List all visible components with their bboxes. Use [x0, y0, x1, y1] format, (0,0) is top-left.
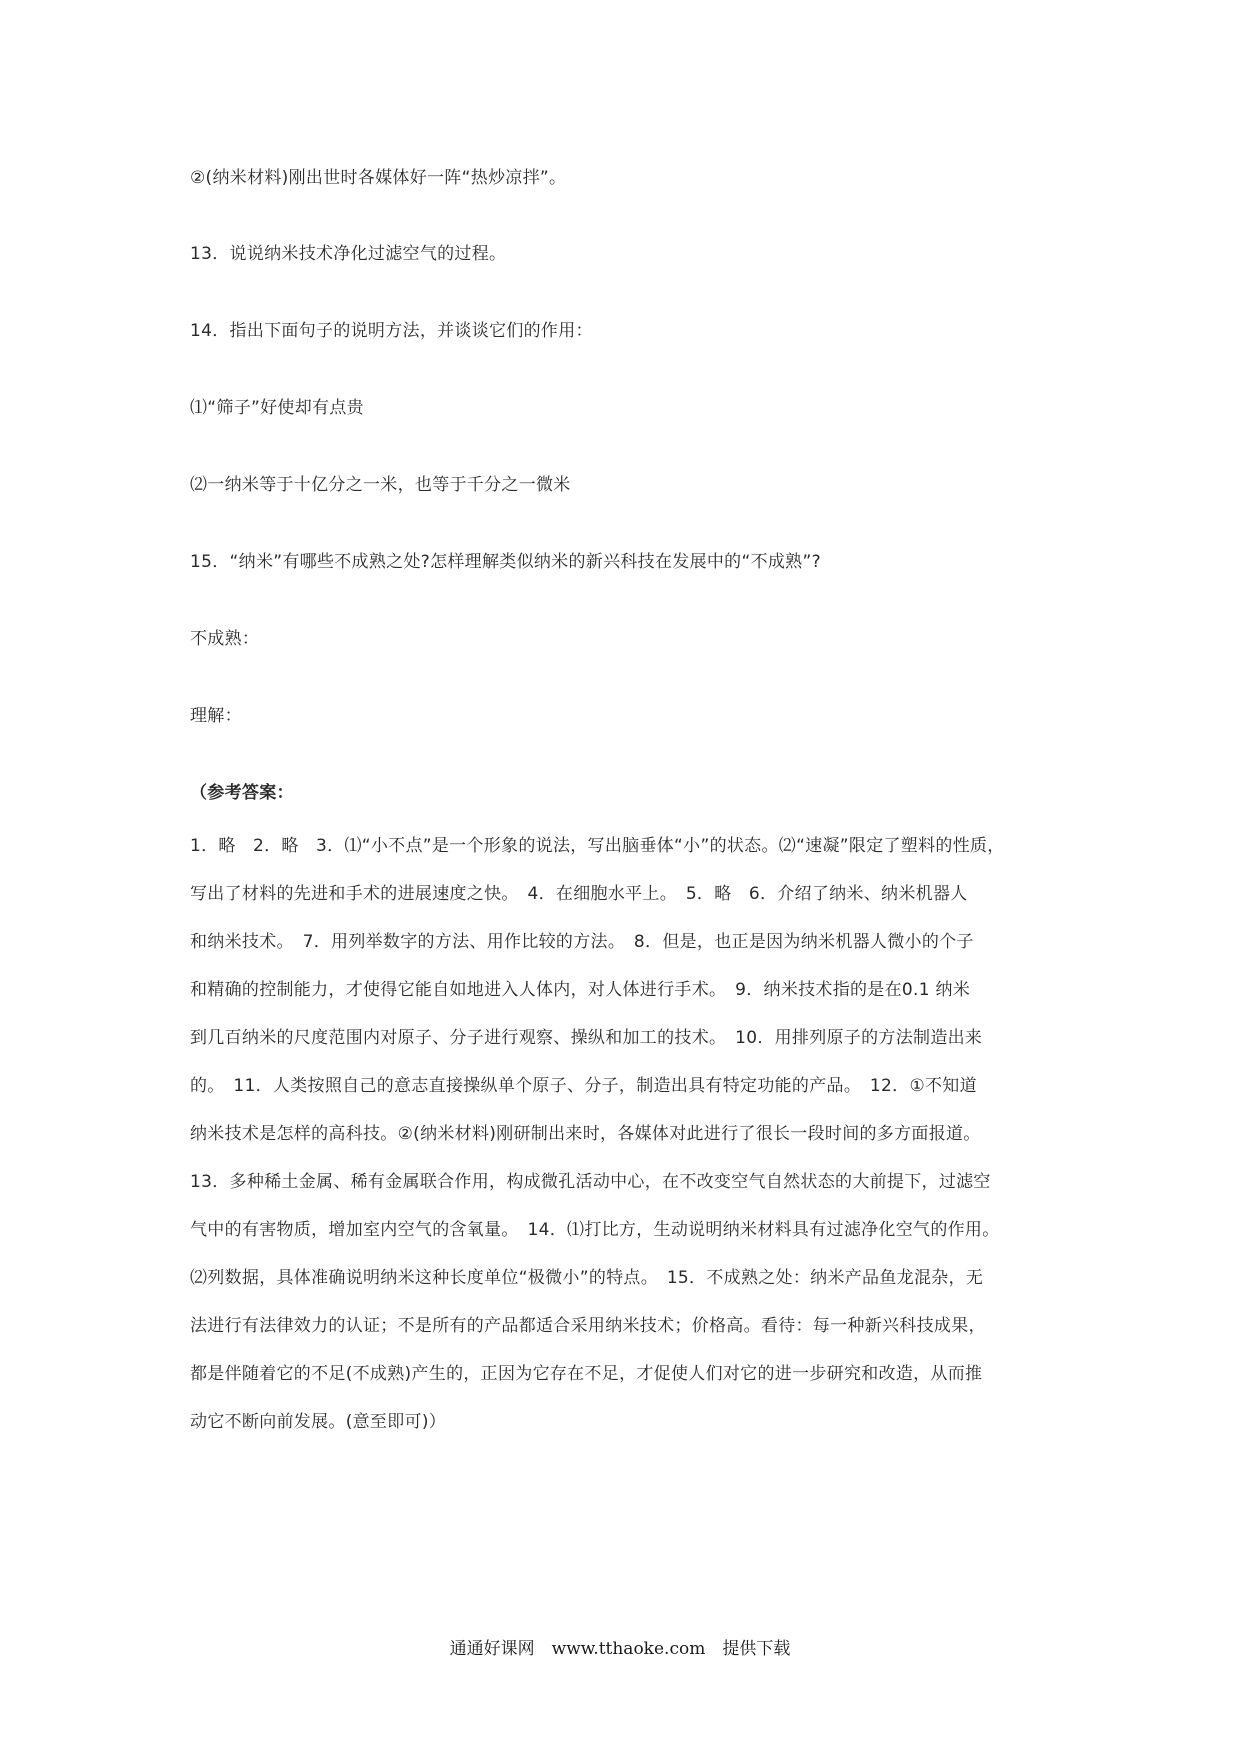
answer-line: 法进行有法律效力的认证；不是所有的产品都适合采用纳米技术；价格高。看待：每一种新兴科技成果，	[190, 1316, 986, 1336]
answer-line: 到几百纳米的尺度范围内对原子、分子进行观察、操纵和加工的技术。 10．用排列原子的方法制造出来	[190, 1028, 983, 1048]
answer-line: 和纳米技术。 7．用列举数字的方法、用作比较的方法。 8．但是，也正是因为纳米机器人微小的个子	[190, 932, 974, 952]
question-14-item-2: ⑵一纳米等于十亿分之一米，也等于千分之一微米	[190, 475, 571, 495]
question-15-immature-label: 不成熟：	[190, 629, 260, 649]
answer-line: 写出了材料的先进和手术的进展速度之快。 4．在细胞水平上。 5．略 6．介绍了纳米、纳米机器人	[190, 884, 968, 904]
answer-line: 都是伴随着它的不足(不成熟)产生的，正因为它存在不足，才促使人们对它的进一步研究和改造，从而推	[190, 1364, 983, 1384]
answer-line: 的。 11．人类按照自己的意志直接操纵单个原子、分子，制造出具有特定功能的产品。 12．①不知道	[190, 1076, 977, 1096]
question-15-understand-label: 理解：	[190, 706, 242, 726]
question-14-item-1: ⑴“筛子”好使却有点贵	[190, 398, 364, 418]
answer-line: 13．多种稀土金属、稀有金属联合作用，构成微孔活动中心，在不改变空气自然状态的大前提下，过滤空	[190, 1172, 991, 1192]
answers-body	[190, 834, 1070, 1458]
answer-line: 动它不断向前发展。(意至即可)）	[190, 1412, 447, 1432]
question-15: 15．“纳米”有哪些不成熟之处?怎样理解类似纳米的新兴科技在发展中的“不成熟”?	[190, 552, 821, 572]
question-14: 14．指出下面句子的说明方法，并谈谈它们的作用：	[190, 321, 593, 341]
answer-line: 纳米技术是怎样的高科技。②(纳米材料)刚研制出来时，各媒体对此进行了很长一段时间的多方面报道。	[190, 1124, 981, 1144]
answer-line: ⑵列数据，具体准确说明纳米这种长度单位“极微小”的特点。 15．不成熟之处：纳米产品鱼龙混杂，无	[190, 1268, 984, 1288]
question-13: 13．说说纳米技术净化过滤空气的过程。	[190, 244, 507, 264]
answers-heading: （参考答案：	[190, 783, 294, 803]
answer-line: 1．略 2．略 3．⑴“小不点”是一个形象的说法，写出脑垂体“小”的状态。⑵“速凝”限定了塑料的性质，	[190, 836, 1005, 856]
answer-line: 气中的有害物质，增加室内空气的含氧量。 14．⑴打比方，生动说明纳米材料具有过滤净化空气的作用。	[190, 1220, 1000, 1240]
question-12-item-2: ②(纳米材料)刚出世时各媒体好一阵“热炒凉拌”。	[190, 168, 567, 188]
answer-line: 和精确的控制能力，才使得它能自如地进入人体内，对人体进行手术。 9．纳米技术指的是在0.1 纳米	[190, 980, 971, 1000]
page-footer: 通通好课网 www.tthaoke.com 提供下载	[449, 1639, 791, 1659]
